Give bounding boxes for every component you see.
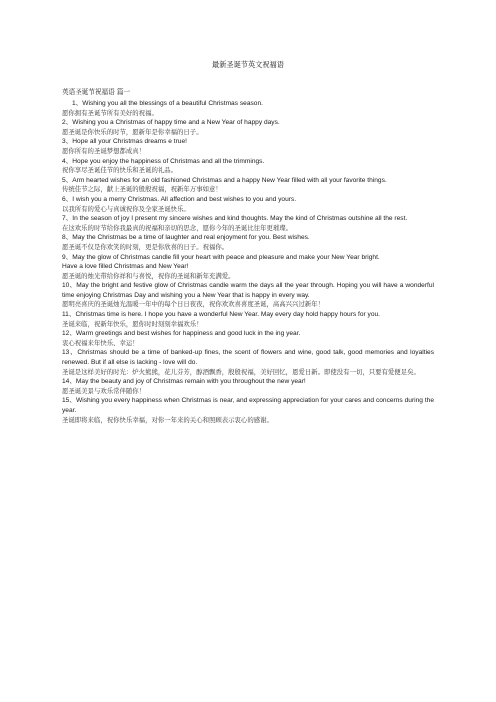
chinese-text: 愿你拥有圣诞节所有美好的祝福。 bbox=[62, 108, 158, 117]
chinese-text: 愿圣诞的烛光带给你祥和与喜悦，祝你的圣诞和新年充满爱。 bbox=[62, 271, 235, 280]
list-item bbox=[62, 329, 434, 348]
list-item bbox=[62, 137, 434, 156]
chinese-text: 祝你享尽圣诞佳节的快乐和圣诞的礼品。 bbox=[62, 166, 178, 175]
english-text: 5、Arm hearted wishes for an old fashioned Christmas and a happy New Year filled with all your favorite things. bbox=[62, 176, 387, 184]
chinese-text: 圣诞是这样美好的时光：炉火熊熊，花儿芬芳，醇酒飘香，殷殷祝福，美好回忆，恩爱日新。即使没有一切，只要有爱便足矣。 bbox=[62, 367, 420, 376]
english-text: 10、May the bright and festive glow of Christmas candle warm the days all the year through. Hoping you will have a wonderful time enjoying Christmas Day and wishing you a New Year that is happy in every way. bbox=[62, 282, 434, 299]
chinese-text: 在这欢乐的时节给你我最真的祝福和亲切的思念，愿你今年的圣诞比往年更璀璨。 bbox=[62, 223, 293, 232]
chinese-text: 传统佳节之际，献上圣诞的殷殷祝福，祝新年万事如意！ bbox=[62, 185, 222, 194]
chinese-text: 衷心祝福来年快乐、幸运！ bbox=[62, 338, 139, 347]
list-item bbox=[62, 195, 434, 214]
list-item bbox=[62, 281, 434, 310]
list-item bbox=[62, 157, 434, 176]
chinese-text: 愿明亮喜庆的圣诞烛光温暖一年中的每个日日夜夜，祝你欢欢喜喜度圣诞，高高兴兴过新年！ bbox=[62, 300, 325, 309]
list-item bbox=[62, 310, 434, 329]
english-text: 12、Warm greetings and best wishes for happiness and good luck in the ing year. bbox=[62, 330, 301, 338]
chinese-text: 圣诞来临，祝新年快乐，愿你时时刻刻幸福欢乐！ bbox=[62, 319, 203, 328]
chinese-text: 以我所有的爱心与真诚祝你及全家圣诞快乐。 bbox=[62, 204, 190, 213]
list-item bbox=[62, 348, 434, 377]
list-item bbox=[62, 253, 434, 282]
list-item bbox=[62, 377, 434, 396]
section-heading: 英语圣诞节祝福语 篇一 bbox=[62, 88, 131, 96]
document-title: 最新圣诞节英文祝福语 bbox=[212, 60, 284, 69]
english-text: 13、Christmas should be a time of banked-up fines, the scent of flowers and wine, good talk, good memories and loyalties renewed. But if all else is lacking - love will do. bbox=[62, 349, 434, 367]
english-text: 6、I wish you a merry Christmas. All affection and best wishes to you and yours. bbox=[62, 195, 297, 203]
list-item bbox=[62, 99, 434, 118]
chinese-text: 圣诞即将来临，祝你快乐幸福，对你一年来的关心和照顾表示衷心的感谢。 bbox=[62, 415, 273, 424]
english-text: 11、Christmas time is here. I hope you have a wonderful New Year. May every day hold happy hours for you. bbox=[62, 311, 381, 319]
chinese-text: 愿圣诞美景与欢乐常伴随你！ bbox=[62, 386, 146, 395]
list-item bbox=[62, 233, 434, 252]
list-item bbox=[62, 214, 434, 233]
english-text: 4、Hope you enjoy the happiness of Christmas and all the trimmings. bbox=[62, 157, 265, 165]
english-text: 2、Wishing you a Christmas of happy time and a New Year of happy days. bbox=[62, 119, 280, 127]
chinese-text: 愿圣诞是你快乐的时节，愿新年是你幸福的日子。 bbox=[62, 127, 203, 136]
english-text: 14、May the beauty and joy of Christmas remain with you throughout the new year! bbox=[62, 378, 306, 386]
english-text: 3、Hope all your Christmas dreams e true! bbox=[62, 138, 187, 146]
english-text: 1、Wishing you all the blessings of a beautiful Christmas season. bbox=[72, 100, 263, 107]
list-item bbox=[62, 118, 434, 137]
chinese-text: 愿圣诞不仅是你欢笑的时刻，更是你欣喜的日子。祝福你。 bbox=[62, 242, 229, 251]
chinese-text: 愿你所有的圣诞梦想都成真！ bbox=[62, 146, 146, 155]
english-text: 9、May the glow of Christmas candle fill your heart with peace and pleasure and make your New Year bright. bbox=[62, 253, 380, 261]
list-item bbox=[62, 396, 434, 425]
english-text: 15、Wishing you every happiness when Christmas is near, and expressing appreciation for your cares and concerns during the year. bbox=[62, 397, 434, 414]
list-item bbox=[62, 176, 434, 195]
english-text-continued: Have a love filled Christmas and New Year! bbox=[62, 263, 189, 271]
english-text: 8、May the Christmas be a time of laughter and real enjoyment for you. Best wishes. bbox=[62, 234, 310, 242]
english-text: 7、In the season of joy I present my sincere wishes and kind thoughts. May the kind of Christmas outshine all the rest. bbox=[62, 215, 408, 223]
